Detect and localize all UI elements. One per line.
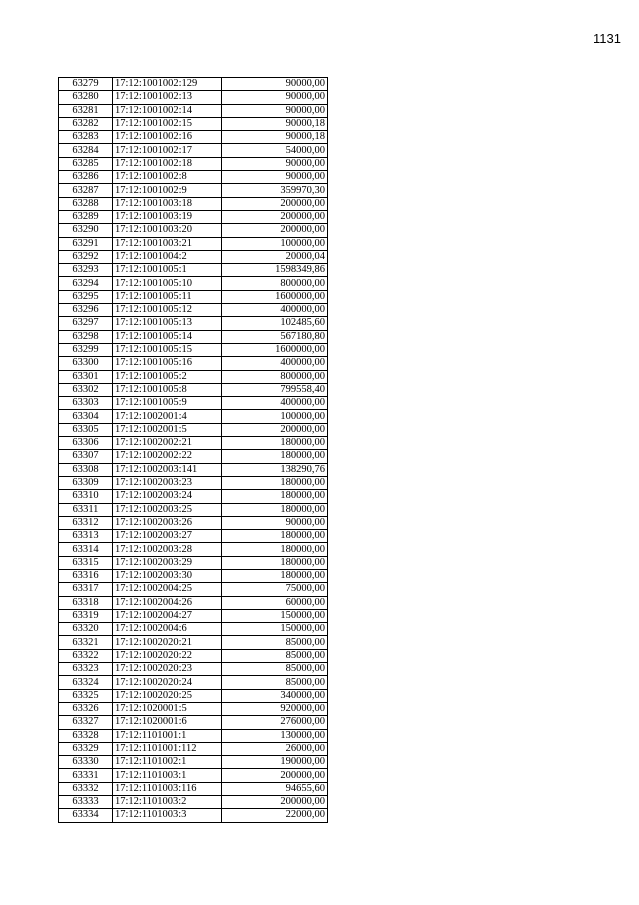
- row-number-cell: 63312: [59, 516, 113, 529]
- table-row: [59, 184, 328, 197]
- value-cell: 1600000,00: [222, 343, 328, 356]
- row-number-cell: 63301: [59, 370, 113, 383]
- table-row: [59, 636, 328, 649]
- value-cell: 100000,00: [222, 410, 328, 423]
- table-row: [59, 224, 328, 237]
- cadastral-number-cell: 17:12:1001005:8: [113, 383, 222, 396]
- value-cell: 180000,00: [222, 543, 328, 556]
- table-row: [59, 516, 328, 529]
- table-row: [59, 264, 328, 277]
- value-cell: 22000,00: [222, 809, 328, 822]
- table-row: [59, 91, 328, 104]
- value-cell: 1600000,00: [222, 290, 328, 303]
- value-cell: 200000,00: [222, 796, 328, 809]
- value-cell: 800000,00: [222, 277, 328, 290]
- cadastral-number-cell: 17:12:1101003:1: [113, 769, 222, 782]
- table-row: [59, 689, 328, 702]
- table-row: [59, 157, 328, 170]
- table-row: [59, 290, 328, 303]
- row-number-cell: 63283: [59, 131, 113, 144]
- value-cell: 90000,00: [222, 171, 328, 184]
- row-number-cell: 63331: [59, 769, 113, 782]
- table-row: [59, 117, 328, 130]
- value-cell: 85000,00: [222, 649, 328, 662]
- row-number-cell: 63310: [59, 490, 113, 503]
- value-cell: 799558,40: [222, 383, 328, 396]
- cadastral-number-cell: 17:12:1001002:129: [113, 78, 222, 91]
- row-number-cell: 63333: [59, 796, 113, 809]
- cadastral-number-cell: 17:12:1001005:9: [113, 397, 222, 410]
- row-number-cell: 63294: [59, 277, 113, 290]
- table-row: [59, 530, 328, 543]
- cadastral-number-cell: 17:12:1001005:13: [113, 317, 222, 330]
- cadastral-number-cell: 17:12:1001004:2: [113, 250, 222, 263]
- cadastral-number-cell: 17:12:1001003:21: [113, 237, 222, 250]
- value-cell: 90000,00: [222, 78, 328, 91]
- table-row: [59, 104, 328, 117]
- row-number-cell: 63321: [59, 636, 113, 649]
- value-cell: 150000,00: [222, 623, 328, 636]
- cadastral-number-cell: 17:12:1001002:17: [113, 144, 222, 157]
- value-cell: 130000,00: [222, 729, 328, 742]
- table-row: [59, 583, 328, 596]
- cadastral-number-cell: 17:12:1001003:18: [113, 197, 222, 210]
- row-number-cell: 63280: [59, 91, 113, 104]
- value-cell: 180000,00: [222, 490, 328, 503]
- value-cell: 102485,60: [222, 317, 328, 330]
- row-number-cell: 63282: [59, 117, 113, 130]
- value-cell: 359970,30: [222, 184, 328, 197]
- value-cell: 90000,00: [222, 157, 328, 170]
- cadastral-number-cell: 17:12:1001002:18: [113, 157, 222, 170]
- value-cell: 200000,00: [222, 210, 328, 223]
- value-cell: 150000,00: [222, 609, 328, 622]
- value-cell: 138290,76: [222, 463, 328, 476]
- cadastral-number-cell: 17:12:1001002:15: [113, 117, 222, 130]
- value-cell: 85000,00: [222, 663, 328, 676]
- cadastral-number-cell: 17:12:1002020:24: [113, 676, 222, 689]
- value-cell: 94655,60: [222, 782, 328, 795]
- row-number-cell: 63314: [59, 543, 113, 556]
- row-number-cell: 63323: [59, 663, 113, 676]
- cadastral-number-cell: 17:12:1002020:25: [113, 689, 222, 702]
- value-cell: 180000,00: [222, 503, 328, 516]
- value-cell: 920000,00: [222, 702, 328, 715]
- cadastral-number-cell: 17:12:1001002:13: [113, 91, 222, 104]
- value-cell: 200000,00: [222, 224, 328, 237]
- cadastral-number-cell: 17:12:1002003:29: [113, 556, 222, 569]
- cadastral-number-cell: 17:12:1001005:12: [113, 304, 222, 317]
- row-number-cell: 63332: [59, 782, 113, 795]
- row-number-cell: 63302: [59, 383, 113, 396]
- cadastral-number-cell: 17:12:1001005:14: [113, 330, 222, 343]
- value-cell: 75000,00: [222, 583, 328, 596]
- row-number-cell: 63281: [59, 104, 113, 117]
- row-number-cell: 63288: [59, 197, 113, 210]
- row-number-cell: 63329: [59, 742, 113, 755]
- table-row: [59, 649, 328, 662]
- table-row: [59, 144, 328, 157]
- value-cell: 567180,80: [222, 330, 328, 343]
- table-row: [59, 503, 328, 516]
- table-row: [59, 569, 328, 582]
- row-number-cell: 63296: [59, 304, 113, 317]
- row-number-cell: 63293: [59, 264, 113, 277]
- cadastral-number-cell: 17:12:1002003:30: [113, 569, 222, 582]
- row-number-cell: 63295: [59, 290, 113, 303]
- cadastral-number-cell: 17:12:1002003:28: [113, 543, 222, 556]
- table-row: [59, 237, 328, 250]
- cadastral-number-cell: 17:12:1001003:19: [113, 210, 222, 223]
- row-number-cell: 63299: [59, 343, 113, 356]
- table-row: [59, 450, 328, 463]
- row-number-cell: 63304: [59, 410, 113, 423]
- cadastral-number-cell: 17:12:1101001:112: [113, 742, 222, 755]
- row-number-cell: 63334: [59, 809, 113, 822]
- row-number-cell: 63325: [59, 689, 113, 702]
- row-number-cell: 63285: [59, 157, 113, 170]
- value-cell: 400000,00: [222, 357, 328, 370]
- cadastral-number-cell: 17:12:1001005:15: [113, 343, 222, 356]
- row-number-cell: 63322: [59, 649, 113, 662]
- value-cell: 85000,00: [222, 636, 328, 649]
- row-number-cell: 63303: [59, 397, 113, 410]
- row-number-cell: 63320: [59, 623, 113, 636]
- cadastral-number-cell: 17:12:1002020:22: [113, 649, 222, 662]
- value-cell: 90000,18: [222, 117, 328, 130]
- value-cell: 340000,00: [222, 689, 328, 702]
- cadastral-number-cell: 17:12:1002004:27: [113, 609, 222, 622]
- value-cell: 180000,00: [222, 437, 328, 450]
- row-number-cell: 63308: [59, 463, 113, 476]
- table-row: [59, 370, 328, 383]
- cadastral-number-cell: 17:12:1101002:1: [113, 756, 222, 769]
- table-body: [59, 78, 328, 823]
- table-row: [59, 676, 328, 689]
- table-row: [59, 78, 328, 91]
- table-row: [59, 596, 328, 609]
- row-number-cell: 63291: [59, 237, 113, 250]
- row-number-cell: 63324: [59, 676, 113, 689]
- value-cell: 180000,00: [222, 530, 328, 543]
- value-cell: 400000,00: [222, 304, 328, 317]
- table-row: [59, 171, 328, 184]
- table-row: [59, 476, 328, 489]
- value-cell: 90000,00: [222, 104, 328, 117]
- row-number-cell: 63307: [59, 450, 113, 463]
- table-row: [59, 357, 328, 370]
- value-cell: 180000,00: [222, 476, 328, 489]
- value-cell: 200000,00: [222, 423, 328, 436]
- table-row: [59, 782, 328, 795]
- table-row: [59, 423, 328, 436]
- value-cell: 20000,04: [222, 250, 328, 263]
- row-number-cell: 63316: [59, 569, 113, 582]
- value-cell: 60000,00: [222, 596, 328, 609]
- table-row: [59, 609, 328, 622]
- table-row: [59, 556, 328, 569]
- cadastral-number-cell: 17:12:1001002:8: [113, 171, 222, 184]
- value-cell: 276000,00: [222, 716, 328, 729]
- row-number-cell: 63317: [59, 583, 113, 596]
- cadastral-number-cell: 17:12:1101003:3: [113, 809, 222, 822]
- value-cell: 90000,18: [222, 131, 328, 144]
- row-number-cell: 63319: [59, 609, 113, 622]
- value-cell: 400000,00: [222, 397, 328, 410]
- cadastral-number-cell: 17:12:1002003:27: [113, 530, 222, 543]
- cadastral-number-cell: 17:12:1020001:6: [113, 716, 222, 729]
- value-cell: 190000,00: [222, 756, 328, 769]
- row-number-cell: 63306: [59, 437, 113, 450]
- row-number-cell: 63326: [59, 702, 113, 715]
- cadastral-value-table: [58, 77, 328, 823]
- row-number-cell: 63300: [59, 357, 113, 370]
- row-number-cell: 63313: [59, 530, 113, 543]
- row-number-cell: 63292: [59, 250, 113, 263]
- table-row: [59, 796, 328, 809]
- table-row: [59, 197, 328, 210]
- cadastral-number-cell: 17:12:1002002:22: [113, 450, 222, 463]
- cadastral-number-cell: 17:12:1001005:11: [113, 290, 222, 303]
- value-cell: 200000,00: [222, 197, 328, 210]
- row-number-cell: 63289: [59, 210, 113, 223]
- table-row: [59, 250, 328, 263]
- cadastral-number-cell: 17:12:1001005:16: [113, 357, 222, 370]
- table-row: [59, 330, 328, 343]
- table-row: [59, 702, 328, 715]
- cadastral-number-cell: 17:12:1001003:20: [113, 224, 222, 237]
- row-number-cell: 63328: [59, 729, 113, 742]
- value-cell: 85000,00: [222, 676, 328, 689]
- table-row: [59, 210, 328, 223]
- table-row: [59, 543, 328, 556]
- cadastral-number-cell: 17:12:1002003:24: [113, 490, 222, 503]
- table-row: [59, 131, 328, 144]
- row-number-cell: 63290: [59, 224, 113, 237]
- value-cell: 800000,00: [222, 370, 328, 383]
- row-number-cell: 63287: [59, 184, 113, 197]
- table-row: [59, 437, 328, 450]
- row-number-cell: 63309: [59, 476, 113, 489]
- table-row: [59, 809, 328, 822]
- value-cell: 90000,00: [222, 91, 328, 104]
- cadastral-number-cell: 17:12:1002020:21: [113, 636, 222, 649]
- row-number-cell: 63311: [59, 503, 113, 516]
- cadastral-number-cell: 17:12:1002004:26: [113, 596, 222, 609]
- page-number: 1131: [593, 31, 621, 46]
- cadastral-number-cell: 17:12:1002004:25: [113, 583, 222, 596]
- table-row: [59, 490, 328, 503]
- cadastral-number-cell: 17:12:1020001:5: [113, 702, 222, 715]
- cadastral-number-cell: 17:12:1002020:23: [113, 663, 222, 676]
- table-row: [59, 623, 328, 636]
- table-row: [59, 277, 328, 290]
- table-row: [59, 742, 328, 755]
- row-number-cell: 63330: [59, 756, 113, 769]
- row-number-cell: 63279: [59, 78, 113, 91]
- table-row: [59, 397, 328, 410]
- row-number-cell: 63297: [59, 317, 113, 330]
- value-cell: 100000,00: [222, 237, 328, 250]
- value-cell: 180000,00: [222, 569, 328, 582]
- cadastral-number-cell: 17:12:1002001:4: [113, 410, 222, 423]
- cadastral-number-cell: 17:12:1002003:141: [113, 463, 222, 476]
- table-row: [59, 769, 328, 782]
- value-cell: 90000,00: [222, 516, 328, 529]
- cadastral-number-cell: 17:12:1101003:2: [113, 796, 222, 809]
- value-cell: 1598349,86: [222, 264, 328, 277]
- row-number-cell: 63318: [59, 596, 113, 609]
- table-row: [59, 304, 328, 317]
- row-number-cell: 63298: [59, 330, 113, 343]
- row-number-cell: 63284: [59, 144, 113, 157]
- cadastral-number-cell: 17:12:1002003:23: [113, 476, 222, 489]
- value-cell: 180000,00: [222, 556, 328, 569]
- value-cell: 26000,00: [222, 742, 328, 755]
- table-row: [59, 383, 328, 396]
- row-number-cell: 63327: [59, 716, 113, 729]
- cadastral-number-cell: 17:12:1001005:10: [113, 277, 222, 290]
- row-number-cell: 63286: [59, 171, 113, 184]
- table-row: [59, 463, 328, 476]
- table-row: [59, 756, 328, 769]
- cadastral-number-cell: 17:12:1002002:21: [113, 437, 222, 450]
- row-number-cell: 63305: [59, 423, 113, 436]
- table-row: [59, 410, 328, 423]
- table-row: [59, 343, 328, 356]
- cadastral-number-cell: 17:12:1001002:9: [113, 184, 222, 197]
- cadastral-number-cell: 17:12:1002003:26: [113, 516, 222, 529]
- cadastral-number-cell: 17:12:1001002:14: [113, 104, 222, 117]
- cadastral-number-cell: 17:12:1001002:16: [113, 131, 222, 144]
- table-row: [59, 716, 328, 729]
- cadastral-number-cell: 17:12:1101001:1: [113, 729, 222, 742]
- cadastral-number-cell: 17:12:1101003:116: [113, 782, 222, 795]
- table-row: [59, 317, 328, 330]
- cadastral-number-cell: 17:12:1001005:1: [113, 264, 222, 277]
- value-cell: 180000,00: [222, 450, 328, 463]
- cadastral-number-cell: 17:12:1002003:25: [113, 503, 222, 516]
- value-cell: 200000,00: [222, 769, 328, 782]
- table-row: [59, 729, 328, 742]
- cadastral-number-cell: 17:12:1002001:5: [113, 423, 222, 436]
- value-cell: 54000,00: [222, 144, 328, 157]
- row-number-cell: 63315: [59, 556, 113, 569]
- cadastral-number-cell: 17:12:1002004:6: [113, 623, 222, 636]
- table-row: [59, 663, 328, 676]
- cadastral-number-cell: 17:12:1001005:2: [113, 370, 222, 383]
